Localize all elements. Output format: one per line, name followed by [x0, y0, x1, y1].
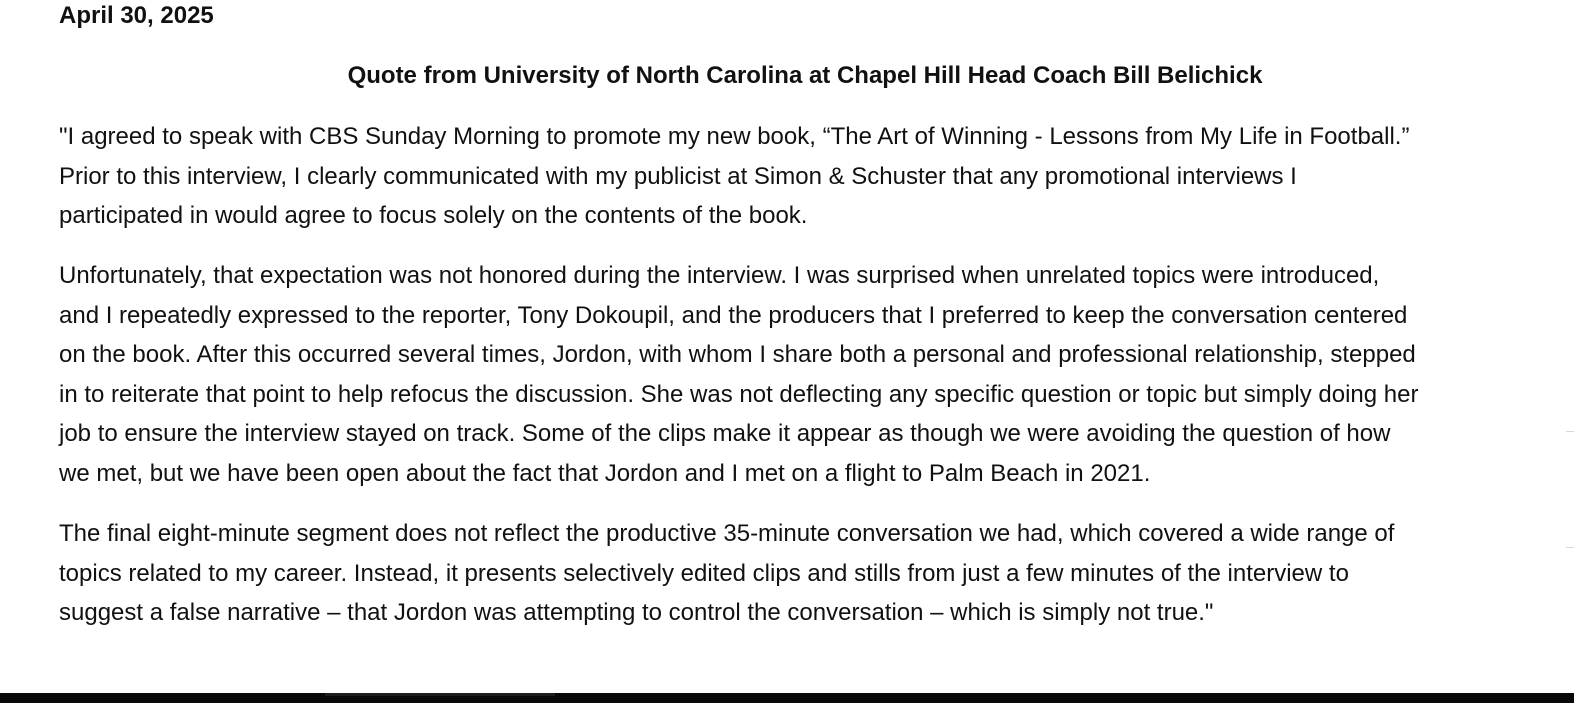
edge-mark: [1566, 431, 1574, 432]
paragraph-line: participated in would agree to focus solely on the contents of the book.: [59, 202, 808, 229]
paragraph-line: suggest a false narrative – that Jordon was attempting to control the conversation – which is simply not true.": [59, 599, 1214, 626]
paragraph-line: topics related to my career. Instead, it presents selectively edited clips and stills from just a few minutes of the interview to: [59, 559, 1349, 587]
document-title: Quote from University of North Carolina at Chapel Hill Head Coach Bill Belichick: [347, 62, 1263, 89]
paragraph-line: Unfortunately, that expectation was not honored during the interview. I was surprised when unrelated topics were introduced,: [59, 262, 1380, 289]
paragraph-line: "I agreed to speak with CBS Sunday Morning to promote my new book, “The Art of Winning - Lessons from My Life in Football.”: [59, 123, 1410, 150]
paragraph-line: job to ensure the interview stayed on track. Some of the clips make it appear as though we were avoiding the question of how: [59, 420, 1391, 447]
paragraph-line: and I repeatedly expressed to the reporter, Tony Dokoupil, and the producers that I preferred to keep the conversation centered: [59, 301, 1408, 329]
paragraph-line: The final eight-minute segment does not reflect the productive 35-minute conversation we had, which covered a wide range of: [59, 520, 1395, 547]
document-date: April 30, 2025: [59, 2, 214, 29]
paragraph-line: in to reiterate that point to help refocus the discussion. She was not deflecting any specific question or topic but simply doing her: [59, 380, 1419, 408]
paragraph-line: we met, but we have been open about the fact that Jordon and I met on a flight to Palm Beach in 2021.: [59, 459, 1151, 487]
quote-paragraph-1: [59, 117, 1559, 236]
bottom-bar-segment: [325, 693, 555, 696]
quote-paragraph-2: [59, 256, 1559, 493]
edge-mark: [1566, 547, 1574, 548]
bottom-dark-bar: [0, 693, 1574, 703]
quote-paragraph-3: [59, 514, 1559, 633]
right-page-edge: [1566, 0, 1574, 693]
paragraph-line: Prior to this interview, I clearly communicated with my publicist at Simon & Schuster that any promotional interviews I: [59, 162, 1297, 190]
paragraph-line: on the book. After this occurred several times, Jordon, with whom I share both a personal and professional relationship, stepped: [59, 341, 1416, 368]
